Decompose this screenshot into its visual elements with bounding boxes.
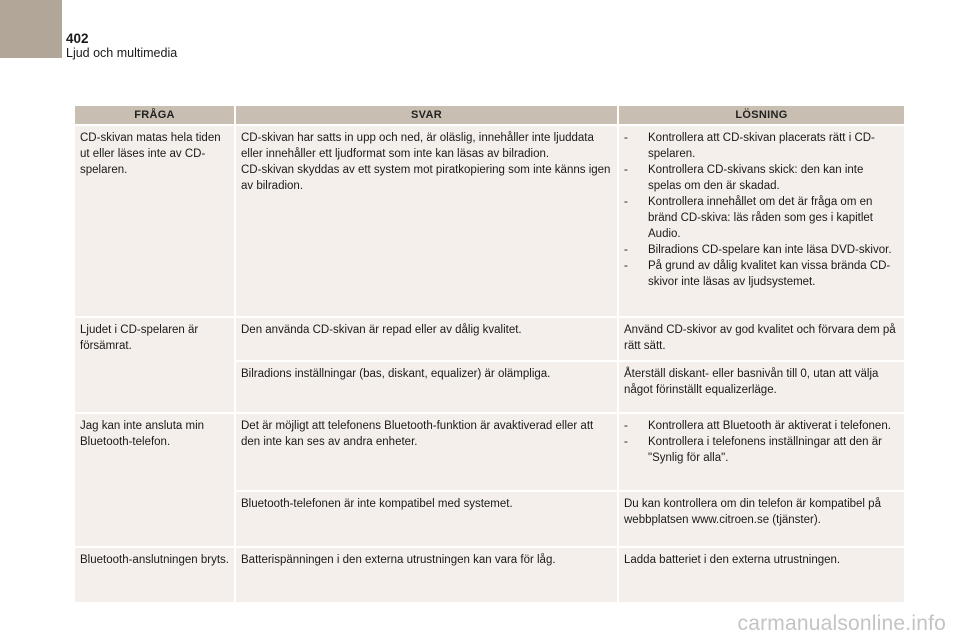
solution-item [624,258,899,290]
answer-cell [236,126,619,318]
solution-cell: Du kan kontrollera om din telefon är kompatibel på webbplatsen www.citroen.se (tjänster). [619,492,904,548]
column-header-solution: LÖSNING [619,106,904,126]
column-header-answer: SVAR [236,106,619,126]
solution-list [624,418,899,466]
solution-list [624,130,899,290]
solution-text: På grund av dålig kvalitet kan vissa brända CD-skivor inte läsas av ljudsystemet. [648,260,891,288]
table-row [75,414,904,492]
answer-line: CD-skivan skyddas av ett system mot piratkopiering som inte känns igen av bilradion. [241,164,611,192]
question-cell: Bluetooth-anslutningen bryts. [75,548,236,604]
answer-cell: Det är möjligt att telefonens Bluetooth-funktion är avaktiverad eller att den inte kan ses av andra enheter. [236,414,619,492]
solution-cell [619,126,904,318]
question-cell: CD-skivan matas hela tiden ut eller läses inte av CD-spelaren. [75,126,236,318]
solution-item [624,434,899,466]
solution-cell: Ladda batteriet i den externa utrustningen. [619,548,904,604]
solution-text: Kontrollera att Bluetooth är aktiverat i telefonen. [648,420,891,432]
answer-cell: Batterispänningen i den externa utrustningen kan vara för låg. [236,548,619,604]
question-cell: Jag kan inte ansluta min Bluetooth-telefon. [75,414,236,548]
question-cell: Ljudet i CD-spelaren är försämrat. [75,318,236,414]
solution-item [624,242,899,258]
solution-item [624,194,899,242]
section-title: Ljud och multimedia [66,46,178,60]
solution-text: Kontrollera i telefonens inställningar att den är "Synlig för alla". [648,436,882,464]
dash-bullet: - [624,164,628,176]
solution-item [624,130,899,162]
dash-bullet: - [624,196,628,208]
dash-bullet: - [624,132,628,144]
dash-bullet: - [624,436,628,448]
watermark: carmanualsonline.info [737,612,946,635]
corner-tab [0,0,62,58]
dash-bullet: - [624,244,628,256]
answer-cell: Bilradions inställningar (bas, diskant, equalizer) är olämpliga. [236,362,619,414]
faq-table [75,106,904,604]
solution-text: Kontrollera innehållet om det är fråga om en bränd CD-skiva: läs råden som ges i kapitlet Audio. [648,196,873,240]
solution-text: Kontrollera CD-skivans skick: den kan inte spelas om den är skadad. [648,164,864,192]
dash-bullet: - [624,420,628,432]
answer-line: CD-skivan har satts in upp och ned, är oläslig, innehåller inte ljuddata eller innehåller ett ljudformat som inte kan läsas av bilradion. [241,132,594,160]
solution-item [624,162,899,194]
dash-bullet: - [624,260,628,272]
table-row [75,548,904,604]
solution-cell: Använd CD-skivor av god kvalitet och förvara dem på rätt sätt. [619,318,904,362]
table-row [75,126,904,318]
solution-cell: Återställ diskant- eller basnivån till 0, utan att välja något förinställt equalizerläge. [619,362,904,414]
solution-text: Kontrollera att CD-skivan placerats rätt i CD-spelaren. [648,132,875,160]
table-header-row [75,106,904,126]
table-row [75,318,904,362]
solution-text: Bilradions CD-spelare kan inte läsa DVD-skivor. [648,244,892,256]
solution-item [624,418,899,434]
solution-cell [619,414,904,492]
answer-cell: Bluetooth-telefonen är inte kompatibel med systemet. [236,492,619,548]
column-header-question: FRÅGA [75,106,236,126]
answer-cell: Den använda CD-skivan är repad eller av dålig kvalitet. [236,318,619,362]
page-number: 402 [66,31,89,46]
